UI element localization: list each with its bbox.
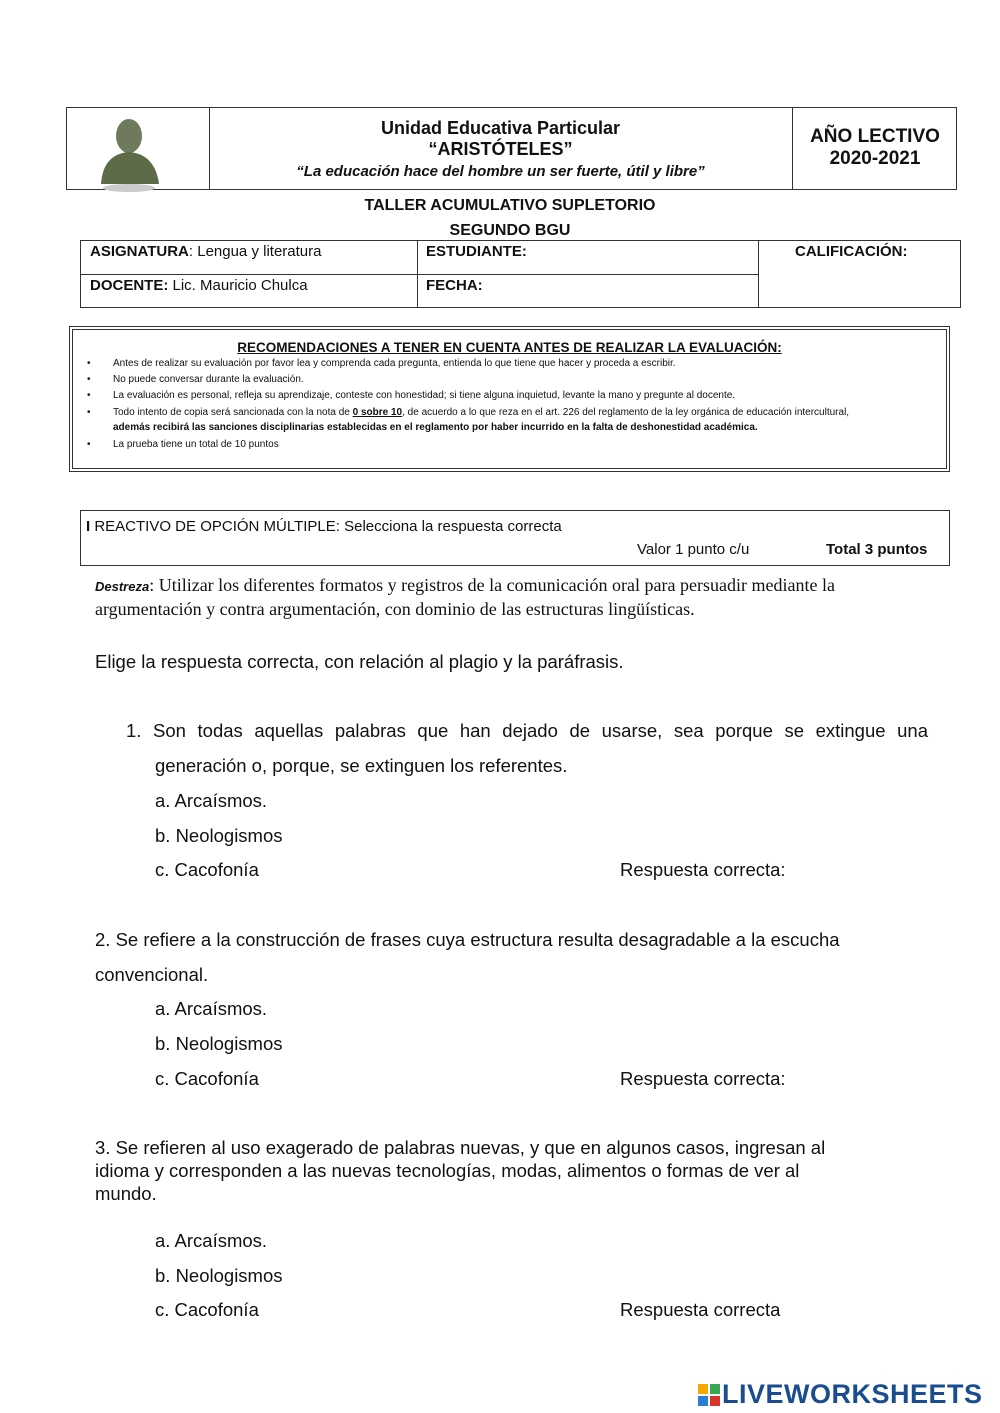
- asignatura-label: ASIGNATURA: [90, 243, 189, 260]
- answer-label: Respuesta correcta: [620, 1299, 781, 1320]
- docente-value: Lic. Mauricio Chulca: [168, 277, 308, 294]
- year-value: 2020-2021: [829, 148, 921, 169]
- info-table: [80, 240, 961, 308]
- question-2-text: 2. Se refiere a la construcción de frases cuya estructura resulta desagradable a la escucha: [95, 929, 840, 950]
- liveworksheets-icon: [698, 1382, 722, 1408]
- title-block: [0, 193, 1000, 243]
- calificacion-field: CALIFICACIÓN:: [795, 243, 908, 260]
- answer-label: Respuesta correcta:: [620, 1068, 786, 1089]
- docente-label: DOCENTE:: [90, 277, 169, 294]
- fecha-field[interactable]: FECHA:: [426, 277, 483, 294]
- question-2-text: convencional.: [95, 964, 209, 985]
- recommendation-item: • La prueba tiene un total de 10 puntos: [113, 439, 279, 450]
- option-b: b. Neologismos: [155, 825, 283, 846]
- destreza-text: argumentación y contra argumentación, con dominio de las estructuras lingüísticas.: [95, 599, 695, 619]
- answer-label: Respuesta correcta:: [620, 859, 786, 880]
- recommendation-item: • Todo intento de copia será sancionada con la nota de 0 sobre 10, de acuerdo a lo que reza en el art. 226 del reglamento de la ley orgánica de educación intercultural,: [113, 407, 849, 418]
- section-total: Total 3 puntos: [826, 541, 928, 558]
- recommendation-item-cont: además recibirá las sanciones disciplinarias establecidas en el reglamento por haber incurrido en la falta de deshonestidad académica.: [113, 422, 758, 433]
- option-c: c. Cacofonía: [155, 1068, 259, 1089]
- option-a: a. Arcaísmos.: [155, 1230, 268, 1251]
- recommendations-title: RECOMENDACIONES A TENER EN CUENTA ANTES DE REALIZAR LA EVALUACIÓN:: [237, 340, 782, 355]
- col-divider: [758, 241, 759, 307]
- school-name-2: “ARISTÓTELES”: [428, 139, 573, 159]
- logo-cell: [67, 108, 210, 189]
- recommendation-item: • La evaluación es personal, refleja su aprendizaje, conteste con honestidad; si tiene alguna inquietud, levante la mano y pregunte al docente.: [113, 390, 735, 401]
- section-title: REACTIVO DE OPCIÓN MÚLTIPLE: Selecciona la respuesta correcta: [90, 518, 562, 535]
- destreza: [95, 574, 835, 621]
- worksheet-subtitle: SEGUNDO BGU: [449, 222, 571, 239]
- header-table: [66, 107, 957, 190]
- aristotle-bust-logo: [93, 108, 165, 192]
- instruction: Elige la respuesta correcta, con relación al plagio y la paráfrasis.: [95, 651, 624, 672]
- row-divider: [81, 274, 758, 275]
- section-value: Valor 1 punto c/u: [637, 541, 750, 558]
- recommendations-box: [69, 326, 950, 472]
- asignatura-value: : Lengua y literatura: [188, 243, 322, 260]
- section-header: [80, 510, 950, 566]
- question-3-text: mundo.: [95, 1183, 157, 1204]
- year-label: AÑO LECTIVO: [810, 126, 940, 147]
- option-a: a. Arcaísmos.: [155, 998, 268, 1019]
- recommendation-item: • Antes de realizar su evaluación por favor lea y comprenda cada pregunta, entienda lo que tiene que hacer y proceda a escribir.: [113, 358, 676, 369]
- question-3-text: 3. Se refieren al uso exagerado de palabras nuevas, y que en algunos casos, ingresan al: [95, 1137, 826, 1158]
- destreza-label: Destreza: [95, 579, 150, 594]
- option-c: c. Cacofonía: [155, 859, 259, 880]
- school-name: Unidad Educativa Particular: [380, 118, 621, 138]
- option-c: c. Cacofonía: [155, 1299, 259, 1320]
- recommendation-item: • No puede conversar durante la evaluación.: [113, 374, 304, 385]
- destreza-text: : Utilizar los diferentes formatos y registros de la comunicación oral para persuadir mediante la: [149, 575, 835, 595]
- worksheet-title: TALLER ACUMULATIVO SUPLETORIO: [364, 197, 656, 214]
- estudiante-field[interactable]: ESTUDIANTE:: [426, 243, 527, 260]
- section-number: I: [86, 518, 91, 535]
- question-1-text: 1. Son todas aquellas palabras que han dejado de usarse, sea porque se extingue una: [126, 720, 928, 741]
- option-b: b. Neologismos: [155, 1265, 283, 1286]
- year-cell: [792, 126, 958, 170]
- option-b: b. Neologismos: [155, 1033, 283, 1054]
- question-1-text: generación o, porque, se extinguen los referentes.: [155, 755, 568, 776]
- school-motto: “La educación hace del hombre un ser fuerte, útil y libre”: [296, 163, 705, 180]
- school-cell: [209, 108, 793, 189]
- question-3-text: idioma y corresponden a las nuevas tecnologías, modas, alimentos o formas de ver al: [95, 1160, 800, 1181]
- option-a: a. Arcaísmos.: [155, 790, 268, 811]
- col-divider: [417, 241, 418, 307]
- liveworksheets-wordmark: LIVEWORKSHEETS: [722, 1379, 983, 1409]
- liveworksheets-logo: [698, 1379, 983, 1410]
